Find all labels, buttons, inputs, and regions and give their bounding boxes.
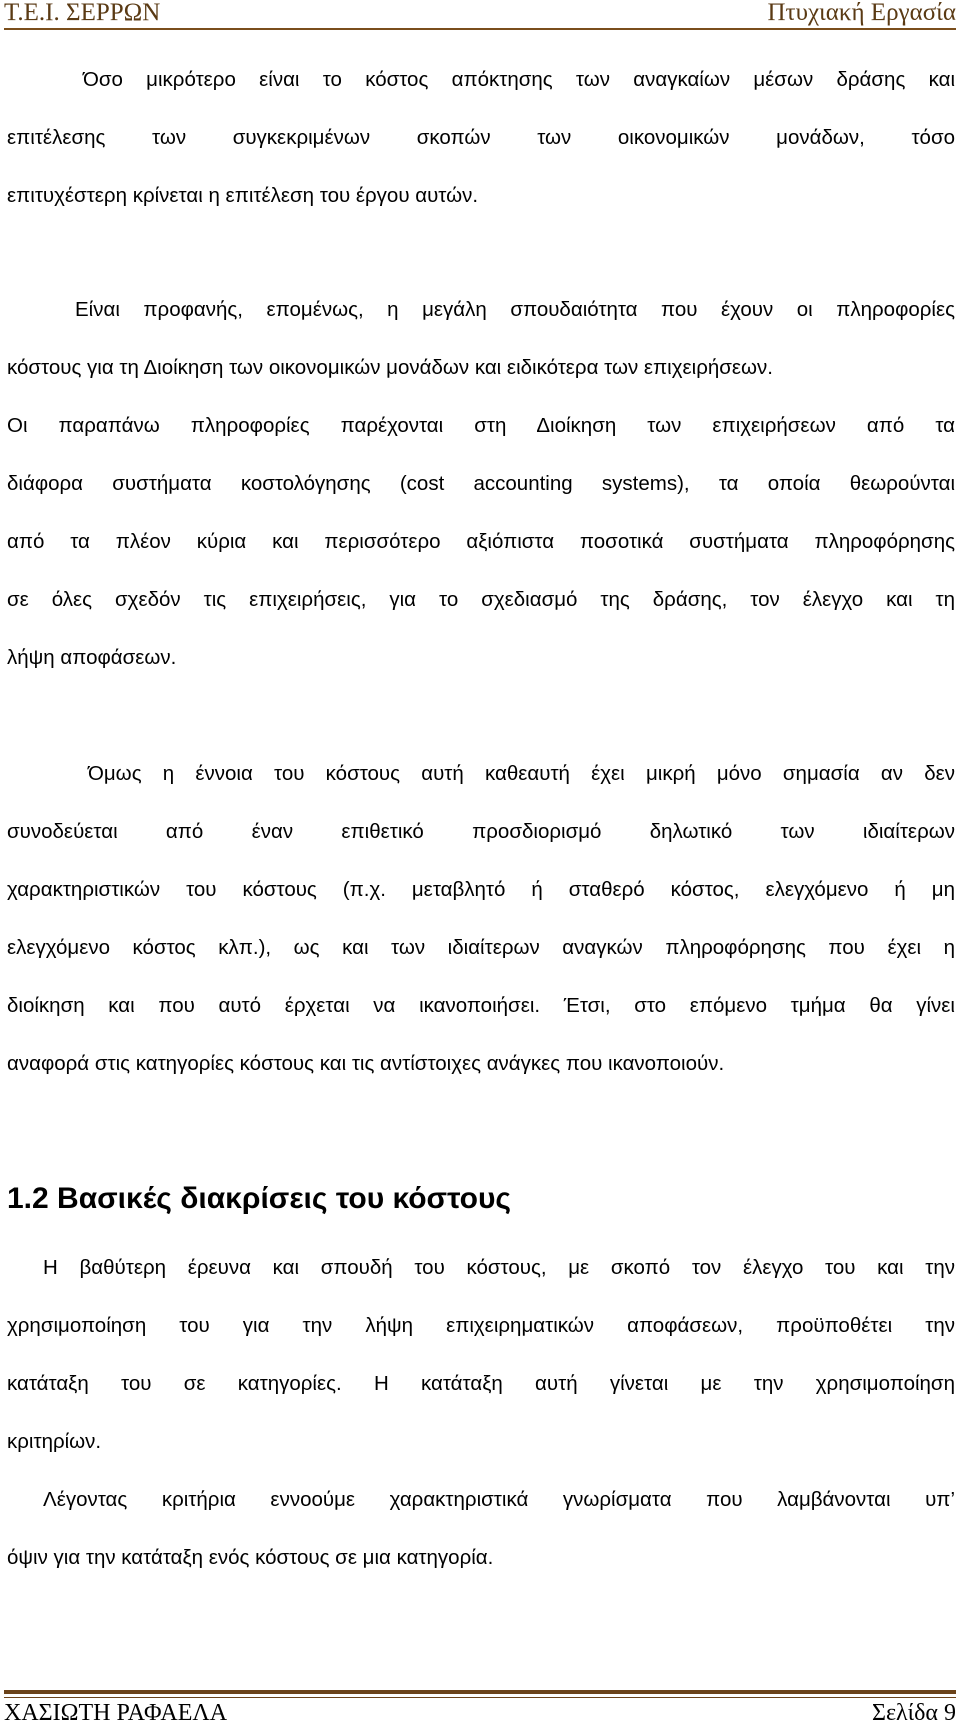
- paragraph-line: Είναι προφανής, επομένως, η μεγάλη σπουδαιότητα που έχουν οι πληροφορίες: [75, 298, 955, 321]
- paragraph-line: Η βαθύτερη έρευνα και σπουδή του κόστους, με σκοπό τον έλεγχο του και την: [43, 1256, 955, 1279]
- paragraph-line: Λέγοντας κριτήρια εννοούμε χαρακτηριστικά γνωρίσματα που λαμβάνονται υπ’: [43, 1488, 955, 1511]
- footer-rule-thin: [4, 1697, 956, 1698]
- header-document-type: Πτυχιακή Εργασία: [767, 0, 956, 26]
- paragraph-line: αναφορά στις κατηγορίες κόστους και τις αντίστοιχες ανάγκες που ικανοποιούν.: [7, 1052, 725, 1075]
- paragraph-line: κριτηρίων.: [7, 1430, 102, 1453]
- footer-author: ΧΑΣΙΩΤΗ ΡΑΦΑΕΛΑ: [4, 1700, 228, 1726]
- footer-rule: [4, 1690, 956, 1694]
- paragraph-line: όψιν για την κατάταξη ενός κόστους σε μια κατηγορία.: [7, 1546, 494, 1569]
- footer-page-number: Σελίδα 9: [871, 1700, 956, 1726]
- paragraph-line: ελεγχόμενο κόστος κλπ.), ως και των ιδιαίτερων αναγκών πληροφόρησης που έχει η: [7, 936, 955, 959]
- header-rule: [4, 28, 956, 30]
- paragraph-line: σε όλες σχεδόν τις επιχειρήσεις, για το σχεδιασμό της δράσης, τον έλεγχο και τη: [7, 588, 955, 611]
- paragraph-line: επιτυχέστερη κρίνεται η επιτέλεση του έργου αυτών.: [7, 184, 479, 207]
- paragraph-line: Όμως η έννοια του κόστους αυτή καθεαυτή έχει μικρή μόνο σημασία αν δεν: [88, 762, 955, 785]
- paragraph-line: από τα πλέον κύρια και περισσότερο αξιόπιστα ποσοτικά συστήματα πληροφόρησης: [7, 530, 955, 553]
- page-footer: [4, 1700, 956, 1728]
- paragraph-line: λήψη αποφάσεων.: [7, 646, 177, 669]
- page-header: [4, 0, 956, 30]
- header-institution: Τ.Ε.Ι. ΣΕΡΡΩΝ: [4, 0, 161, 26]
- paragraph-line: Οι παραπάνω πληροφορίες παρέχονται στη Διοίκηση των επιχειρήσεων από τα: [7, 414, 955, 437]
- paragraph-line: κόστους για τη Διοίκηση των οικονομικών μονάδων και ειδικότερα των επιχειρήσεων.: [7, 356, 773, 379]
- section-heading: 1.2 Βασικές διακρίσεις του κόστους: [7, 1182, 512, 1215]
- paragraph-line: επιτέλεσης των συγκεκριμένων σκοπών των οικονομικών μονάδων, τόσο: [7, 126, 955, 149]
- paragraph-line: χρησιμοποίηση του για την λήψη επιχειρηματικών αποφάσεων, προϋποθέτει την: [7, 1314, 955, 1337]
- paragraph-line: χαρακτηριστικών του κόστους (π.χ. μεταβλητό ή σταθερό κόστος, ελεγχόμενο ή μη: [7, 878, 955, 901]
- paragraph-line: Όσο μικρότερο είναι το κόστος απόκτησης των αναγκαίων μέσων δράσης και: [83, 68, 955, 91]
- paragraph-line: κατάταξη του σε κατηγορίες. Η κατάταξη αυτή γίνεται με την χρησιμοποίηση: [7, 1372, 955, 1395]
- paragraph-line: διάφορα συστήματα κοστολόγησης (cost accounting systems), τα οποία θεωρούνται: [7, 472, 955, 495]
- paragraph-line: διοίκηση και που αυτό έρχεται να ικανοποιήσει. Έτσι, στο επόμενο τμήμα θα γίνει: [7, 994, 955, 1017]
- paragraph-line: συνοδεύεται από έναν επιθετικό προσδιορισμό δηλωτικό των ιδιαίτερων: [7, 820, 955, 843]
